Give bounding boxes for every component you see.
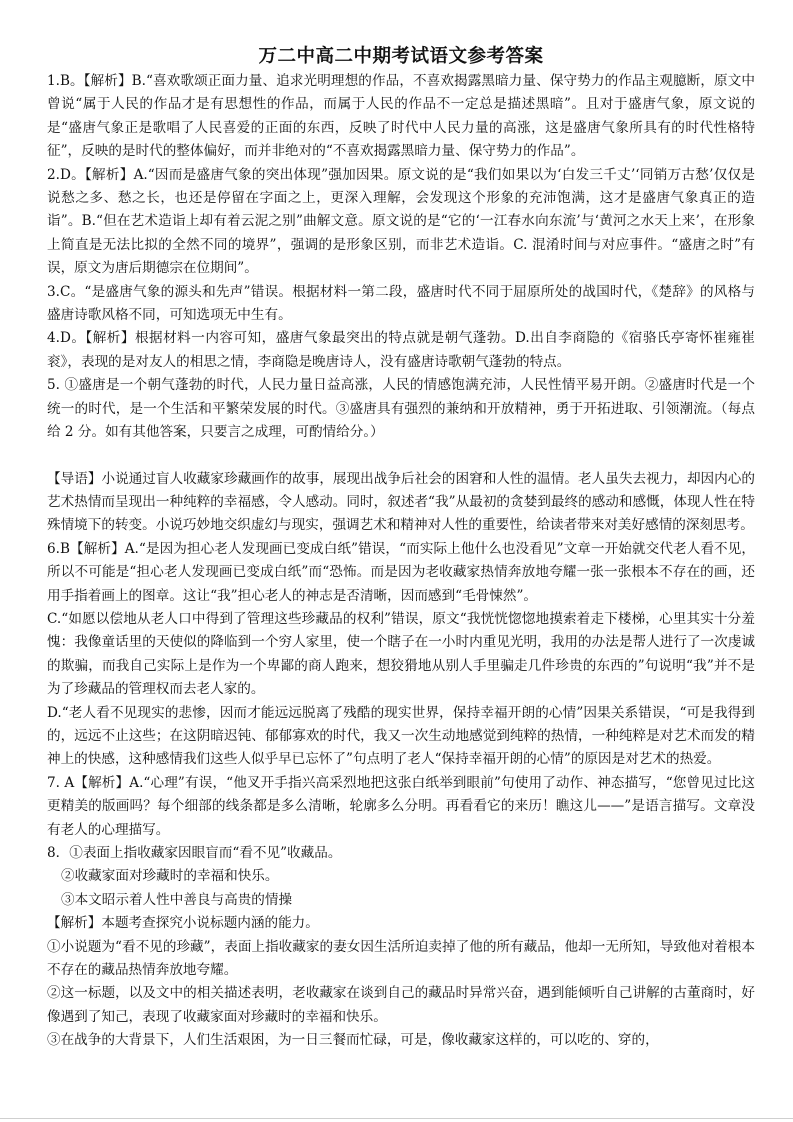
answer-8-analysis-item: ②这一标题，以及文中的相关描述表明，老收藏家在谈到自己的藏品时异常兴奋，遇到能倾听自己讲解的古董商时，好像遇到了知己，表现了收藏家面对珍藏时的幸福和快乐。 [47, 985, 755, 1025]
answer-8-point: ③本文昭示着人性中善良与高贵的情操 [61, 891, 293, 908]
page-bottom-rule [0, 1118, 793, 1119]
answer-5: 5. ①盛唐是一个朝气蓬勃的时代，人民力量日益高涨，人民的情感饱满充沛，人民性情平易开朗。②盛唐时代是一个统一的时代，是一个生活和平繁荣发展的时代。③盛唐具有强烈的兼纳和开放精神，勇于开拓进取、引领潮流。（每点给 2 分。如有其他答案，只要言之成理，可酌情给分。） [47, 377, 755, 441]
answer-8-point: ②收藏家面对珍藏时的幸福和快乐。 [61, 868, 279, 885]
answer-8-heading: 8．①表面上指收藏家因眼盲而“看不见”收藏品。 [47, 845, 342, 861]
answer-6-option-d: D.“老人看不见现实的悲惨，因而才能远远脱离了残酷的现实世界，保持幸福开朗的心情”因果关系错误，“可是我得到的，远远不止这些；在这阴暗迟钝、郁郁寡欢的时代，我又一次生动地感觉到纯粹的热情，一种纯粹是对艺术而发的精神上的快感，这种感情我们这些人似乎早已忘怀了”句点明了老人“保持幸福开朗的心情”的原因是对艺术的热爱。 [47, 704, 755, 768]
answer-8-analysis-item: ①小说题为“看不见的珍藏”，表面上指收藏家的妻女因生活所迫卖掉了他的所有藏品，他却一无所知，导致他对着根本不存在的藏品热情奔放地夸耀。 [47, 938, 755, 979]
answer-6-option-c: C.“如愿以偿地从老人口中得到了管理这些珍藏品的权利”错误，原文“我恍恍惚惚地摸索着走下楼梯，心里其实十分羞愧：我像童话里的天使似的降临到一个穷人家里，使一个瞎子在一小时内重见光明，我用的办法是帮人进行了一次虔诚的欺骗，而我自己实际上是作为一个卑鄙的商人跑来，想狡猾地从别人手里骗走几件珍贵的东西的”句说明“我”并不是为了珍藏品的管理权而去老人家的。 [47, 610, 755, 698]
page-title: 万二中高二中期考试语文参考答案 [258, 46, 544, 67]
answer-6: 6.B【解析】A.“是因为担心老人发现画已变成白纸”错误，“而实际上他什么也没看见”文章一开始就交代老人看不见，所以不可能是“担心老人发现画已变成白纸”而“恐怖。而是因为老收藏家热情奔放地夸耀一张一张根本不存在的画，还用手指着画上的图章。这让“我”担心老人的神志是否清晰，因而感到“毛骨悚然”。 [47, 540, 755, 604]
novel-intro: 【导语】小说通过盲人收藏家珍藏画作的故事，展现出战争后社会的困窘和人性的温情。老人虽失去视力，却因内心的艺术热情而呈现出一种纯粹的幸福感，令人感动。同时，叙述者“我”从最初的贪婪到最终的感动和感慨，体现人性在特殊情境下的转变。小说巧妙地交织虚幻与现实，强调艺术和精神对人性的重要性，给读者带来对美好感情的深刻思考。 [47, 470, 755, 534]
answer-4: 4.D。【解析】根据材料一内容可知，盛唐气象最突出的特点就是朝气蓬勃。D.出自李商隐的《宿骆氏亭寄怀崔雍崔衮》，表现的是对友人的相思之情，李商隐是晚唐诗人，没有盛唐诗歌朝气蓬勃的特点。 [47, 330, 755, 370]
answer-8-analysis-heading: 【解析】本题考查探究小说标题内涵的能力。 [47, 915, 319, 932]
answer-1: 1.B。【解析】B.“喜欢歌颂正面力量、追求光明理想的作品，不喜欢揭露黑暗力量、保守势力的作品主观臆断，原文中曾说“属于人民的作品才是有思想性的作品，而属于人民的作品不一定总是描述黑暗”。且对于盛唐气象，原文说的是“盛唐气象正是歌唱了人民喜爱的正面的东西，反映了时代中人民力量的高涨，这是盛唐气象所具有的时代性格特征”，反映的是时代的整体偏好，而并非绝对的“不喜欢揭露黑暗力量、保守势力的作品”。 [47, 73, 755, 160]
section-gap [47, 445, 755, 468]
answer-7: 7. A【解析】A.“心理”有误，“他叉开手指兴高采烈地把这张白纸举到眼前”句使用了动作、神态描写，“您曾见过比这更精美的版画吗？每个细部的线条都是多么清晰，轮廓多么分明。再看看它的来历！瞧这儿——”是语言描写。文章没有老人的心理描写。 [47, 774, 755, 838]
answer-2: 2.D。【解析】A.“因而是盛唐气象的突出体现”强加因果。原文说的是“我们如果以为‘白发三千丈’‘同销万古愁’仅仅是说愁之多、愁之长，也还是停留在字面之上，更深入理解，会发现这个形象的充沛饱满，这才是盛唐气象真正的造诣”。B.“但在艺术造诣上却有着云泥之别”曲解文意。原文说的是“它的‘一江春水向东流’与‘黄河之水天上来’，在形象上简直是无法比拟的全然不同的境界”，强调的是形象区别，而非艺术造诣。C. 混淆时间与对应事件。“盛唐之时”有误，原文为唐后期德宗在位期间”。 [47, 166, 755, 277]
answer-3: 3.C。“是盛唐气象的源头和先声”错误。根据材料一第二段，盛唐时代不同于屈原所处的战国时代，《楚辞》的风格与盛唐诗歌风格不同，可知选项无中生有。 [47, 283, 755, 324]
answer-8-analysis-item: ③在战争的大背景下，人们生活艰困，为一日三餐而忙碌，可是，像收藏家这样的，可以吃的、穿的， [47, 1032, 659, 1049]
